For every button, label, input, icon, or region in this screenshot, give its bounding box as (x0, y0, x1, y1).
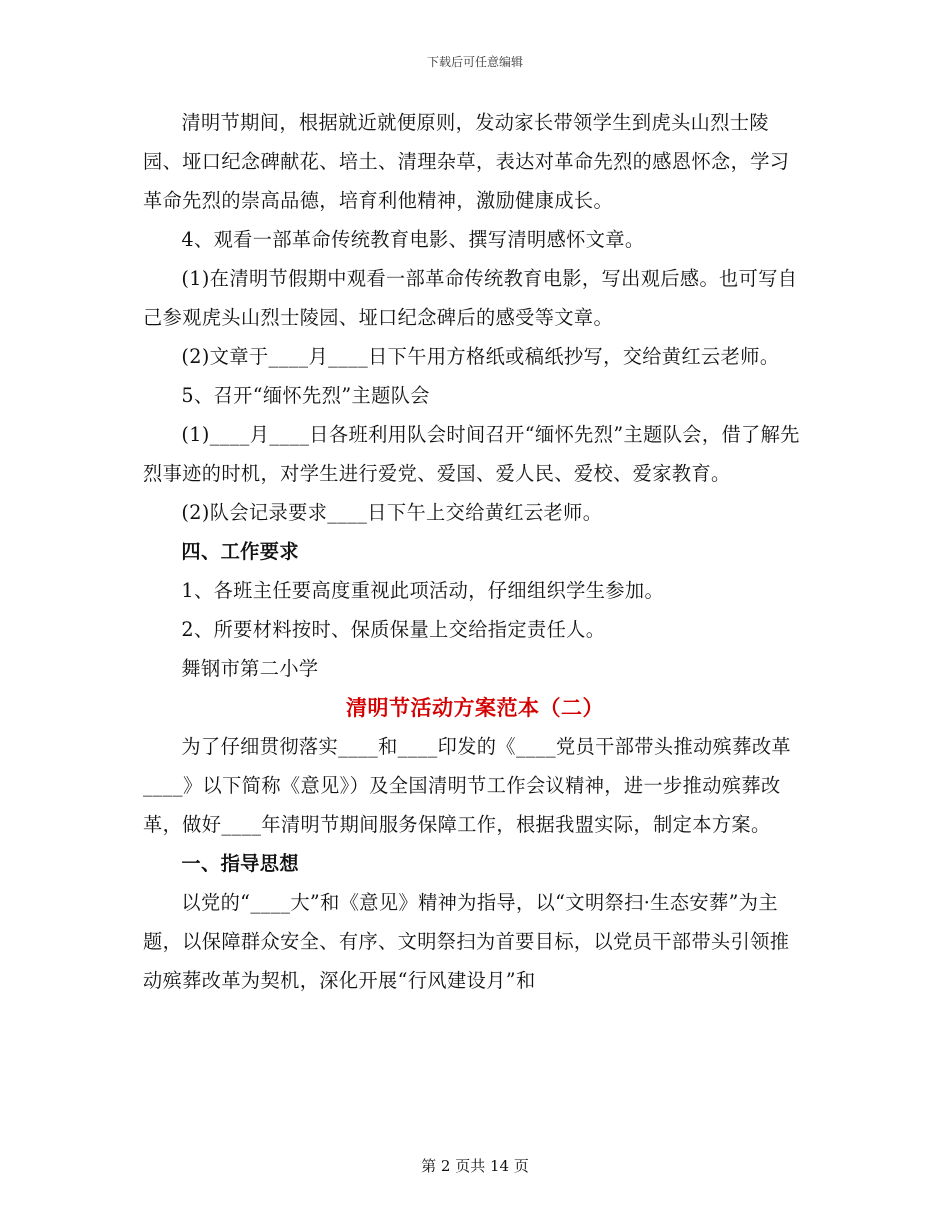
paragraph-visit-martyrs: 清明节期间，根据就近就便原则，发动家长带领学生到虎头山烈士陵园、垭口纪念碑献花、培土、清理杂草，表达对革命先烈的感恩怀念，学习革命先烈的崇高品德，培育利他精神，激励健康成长。 (143, 111, 790, 212)
section-heading-work-requirements: 四、工作要求 (181, 540, 299, 563)
item-5-1: (1)____月____日各班利用队会时间召开“缅怀先烈”主题队会，借了解先烈事迹的时机，对学生进行爱党、爱国、爱人民、爱校、爱家教育。 (143, 423, 800, 485)
requirement-1: 1、各班主任要高度重视此项活动，仔细组织学生参加。 (181, 579, 665, 602)
item-5-heading: 5、召开“缅怀先烈”主题队会 (181, 384, 430, 407)
requirement-2: 2、所要材料按时、保质保量上交给指定责任人。 (181, 618, 606, 641)
document-title: 清明节活动方案范本（二） (346, 695, 604, 720)
item-5-2: (2)队会记录要求____日下午上交给黄红云老师。 (181, 501, 603, 524)
page-number: 第 2 页共 14 页 (421, 1157, 529, 1175)
item-4-heading: 4、观看一部革命传统教育电影、撰写清明感怀文章。 (181, 228, 645, 251)
item-4-1: (1)在清明节假期中观看一部革命传统教育电影，写出观后感。也可写自己参观虎头山烈士陵园、垭口纪念碑后的感受等文章。 (143, 267, 798, 329)
header-note: 下载后可任意编辑 (426, 55, 523, 69)
item-4-2: (2)文章于____月____日下午用方格纸或稿纸抄写，交给黄红云老师。 (181, 345, 780, 368)
section-heading-guiding-ideology: 一、指导思想 (181, 852, 299, 875)
document-body (143, 103, 807, 1000)
signature-school: 舞钢市第二小学 (181, 657, 319, 680)
guiding-ideology-paragraph: 以党的“____大”和《意见》精神为指导，以“文明祭扫·生态安葬”为主题，以保障群众安全、有序、文明祭扫为首要目标，以党员干部带头引领推动殡葬改革为契机，深化开展“行风建设月”和 (143, 891, 790, 992)
intro-paragraph: 为了仔细贯彻落实____和____印发的《____党员干部带头推动殡葬改革____》以下简称《意见》）及全国清明节工作会议精神，进一步推动殡葬改革，做好____年清明节期间服务保障工作，根据我盟实际，制定本方案。 (143, 735, 792, 836)
